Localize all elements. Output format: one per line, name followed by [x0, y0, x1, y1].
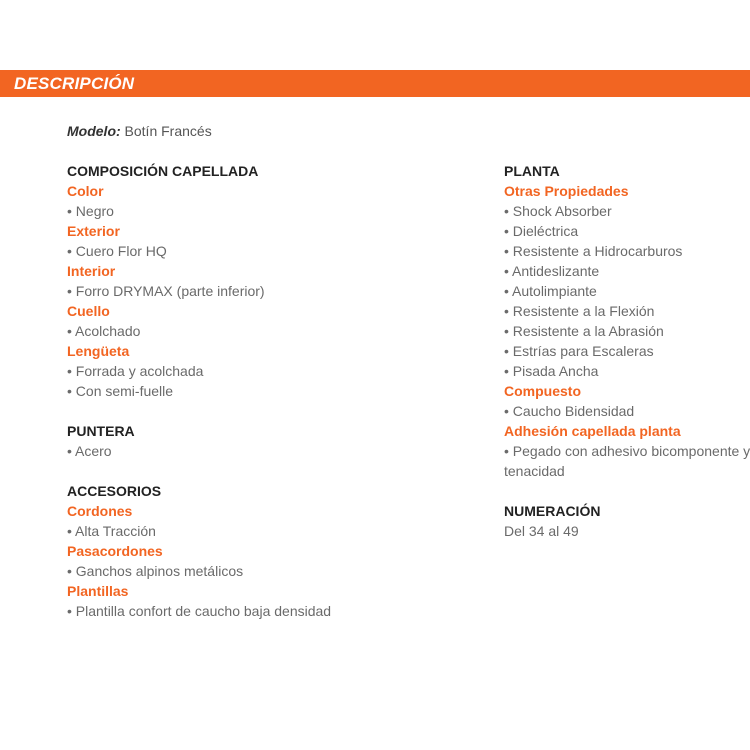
section-heading-planta: PLANTA	[504, 163, 560, 179]
section-spacer	[67, 401, 331, 421]
list-item: • Acolchado	[67, 323, 141, 339]
subheading-plantillas: Plantillas	[67, 583, 129, 599]
subheading-interior: Interior	[67, 263, 116, 279]
list-item: • Shock Absorber	[504, 203, 612, 219]
model-label: Modelo:	[67, 123, 121, 139]
list-item: • Acero	[67, 443, 112, 459]
section-heading-puntera: PUNTERA	[67, 423, 135, 439]
list-item: • Con semi-fuelle	[67, 383, 174, 399]
list-item: • Alta Tracción	[67, 523, 156, 539]
section-spacer	[67, 461, 331, 481]
section-title-descripcion: DESCRIPCIÓN	[14, 74, 135, 93]
section-heading-composicion-capellada: COMPOSICIÓN CAPELLADA	[67, 163, 259, 179]
subheading-lengueta: Lengüeta	[67, 343, 130, 359]
subheading-color: Color	[67, 183, 104, 199]
list-item: • Antideslizante	[504, 263, 600, 279]
section-heading-accesorios: ACCESORIOS	[67, 483, 162, 499]
subheading-cordones: Cordones	[67, 503, 133, 519]
list-item: • Pisada Ancha	[504, 363, 599, 379]
list-item: tenacidad	[504, 463, 565, 479]
list-item: • Forro DRYMAX (parte inferior)	[67, 283, 265, 299]
list-item: • Pegado con adhesivo bicomponente y	[504, 443, 750, 459]
list-item: • Resistente a la Flexión	[504, 303, 655, 319]
subheading-otras-propiedades: Otras Propiedades	[504, 183, 629, 199]
list-item: • Resistente a Hidrocarburos	[504, 243, 683, 259]
list-item: • Cuero Flor HQ	[67, 243, 167, 259]
subheading-pasacordones: Pasacordones	[67, 543, 163, 559]
list-item: • Negro	[67, 203, 114, 219]
list-item: • Ganchos alpinos metálicos	[67, 563, 244, 579]
right-column	[504, 161, 750, 541]
subheading-compuesto: Compuesto	[504, 383, 581, 399]
section-heading-numeracion: NUMERACIÓN	[504, 503, 601, 519]
subheading-exterior: Exterior	[67, 223, 120, 239]
list-item: • Dieléctrica	[504, 223, 579, 239]
list-item: • Caucho Bidensidad	[504, 403, 635, 419]
list-item: • Resistente a la Abrasión	[504, 323, 664, 339]
list-item: • Autolimpiante	[504, 283, 597, 299]
model-value: Botín Francés	[120, 123, 212, 139]
list-item: Del 34 al 49	[504, 523, 579, 539]
list-item: • Estrías para Escaleras	[504, 343, 654, 359]
list-item: • Plantilla confort de caucho baja densidad	[67, 603, 332, 619]
section-spacer	[504, 481, 750, 501]
subheading-cuello: Cuello	[67, 303, 110, 319]
description-banner	[0, 70, 750, 97]
list-item: • Forrada y acolchada	[67, 363, 204, 379]
model-line	[67, 122, 212, 140]
left-column	[67, 161, 331, 621]
subheading-adhesion-capellada-planta: Adhesión capellada planta	[504, 423, 681, 439]
